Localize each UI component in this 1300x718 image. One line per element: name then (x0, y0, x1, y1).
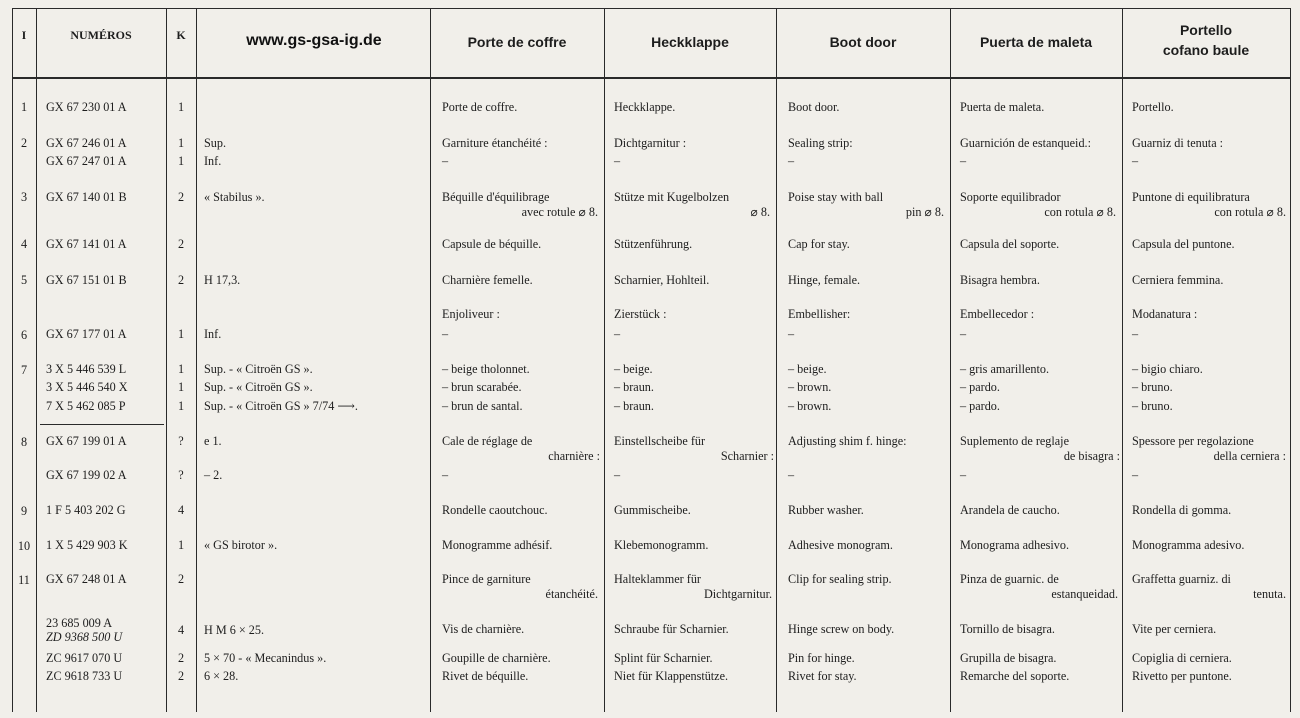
desc-en: – (788, 468, 795, 482)
desc-de: Scharnier, Hohlteil. (614, 273, 710, 287)
quantity: 1 (177, 362, 185, 376)
row-number: 11 (18, 573, 30, 587)
observation: Sup. (204, 136, 227, 150)
desc-it: Rivetto per puntone. (1132, 669, 1232, 683)
quantity: 2 (177, 237, 185, 251)
desc-it: Rondella di gomma. (1132, 503, 1232, 517)
part-number: GX 67 141 01 A (46, 237, 127, 251)
part-number: 23 685 009 A (46, 616, 113, 630)
desc-es: Capsula del soporte. (960, 237, 1060, 251)
desc-es: Remarche del soporte. (960, 669, 1070, 683)
column-divider (430, 8, 431, 712)
desc-en: Rubber washer. (788, 503, 864, 517)
desc-es-cont: de bisagra : (1063, 449, 1120, 463)
row-number: 10 (17, 539, 31, 553)
part-number: GX 67 199 02 A (46, 468, 127, 482)
desc-de: Stützenführung. (614, 237, 693, 251)
part-number: GX 67 140 01 B (46, 190, 127, 204)
desc-en: – (788, 154, 795, 168)
desc-de: Dichtgarnitur : (614, 136, 687, 150)
desc-de: Gummischeibe. (614, 503, 691, 517)
quantity: 1 (177, 538, 185, 552)
row-number: 6 (20, 328, 28, 342)
desc-it: – bruno. (1132, 380, 1173, 394)
part-number: GX 67 247 01 A (46, 154, 127, 168)
header-divider (12, 77, 1290, 79)
observation: Inf. (204, 154, 222, 168)
part-number: GX 67 246 01 A (46, 136, 127, 150)
quantity: 1 (177, 380, 185, 394)
desc-it-cont: tenuta. (1253, 587, 1286, 601)
desc-it: Monogramma adesivo. (1132, 538, 1245, 552)
column-divider (776, 8, 777, 712)
desc-fr: Porte de coffre. (442, 100, 518, 114)
desc-es: Monograma adhesivo. (960, 538, 1069, 552)
part-number: GX 67 248 01 A (46, 572, 127, 586)
desc-it: Puntone di equilibratura (1132, 190, 1250, 204)
header-italian-1: Portello (1179, 22, 1233, 38)
part-number: 1 X 5 429 903 K (46, 538, 128, 552)
part-number: ZC 9617 070 U (46, 651, 123, 665)
desc-en: Clip for sealing strip. (788, 572, 892, 586)
desc-de: – braun. (614, 399, 654, 413)
column-divider (604, 8, 605, 712)
desc-it: Guarniz di tenuta : (1132, 136, 1224, 150)
desc-fr: – beige tholonnet. (442, 362, 530, 376)
desc-it: Copiglia di cerniera. (1132, 651, 1232, 665)
desc-en: Boot door. (788, 100, 840, 114)
desc-de: – (614, 468, 621, 482)
desc-de-cont: Dichtgarnitur. (703, 587, 772, 601)
row-number: 4 (20, 237, 28, 251)
observation: H 17,3. (204, 273, 241, 287)
observation: « GS birotor ». (204, 538, 278, 552)
desc-es: – (960, 468, 967, 482)
desc-en: – (788, 327, 795, 341)
observation: H M 6 × 25. (204, 623, 265, 637)
desc-en: Adhesive monogram. (788, 538, 893, 552)
desc-de: – (614, 327, 621, 341)
desc-fr: Goupille de charnière. (442, 651, 551, 665)
observation: – 2. (204, 468, 223, 482)
desc-fr: Rondelle caoutchouc. (442, 503, 548, 517)
row-number: 2 (20, 136, 28, 150)
desc-es: Suplemento de reglaje (960, 434, 1069, 448)
desc-es-cont: con rotula ⌀ 8. (1044, 205, 1116, 219)
desc-es: – pardo. (960, 380, 1000, 394)
desc-fr: – (442, 154, 449, 168)
observation: « Stabilus ». (204, 190, 265, 204)
desc-en: – brown. (788, 399, 832, 413)
desc-es-cont: estanqueidad. (1051, 587, 1118, 601)
desc-fr: Vis de charnière. (442, 622, 525, 636)
part-number: GX 67 177 01 A (46, 327, 127, 341)
desc-de: – beige. (614, 362, 653, 376)
desc-fr: Garniture étanchéité : (442, 136, 548, 150)
quantity: 4 (177, 503, 185, 517)
desc-de: Halteklammer für (614, 572, 701, 586)
observation: 6 × 28. (204, 669, 239, 683)
desc-en-cont: pin ⌀ 8. (905, 205, 944, 219)
desc-de: – (614, 154, 621, 168)
column-divider (36, 8, 37, 712)
desc-fr: – brun scarabée. (442, 380, 522, 394)
table-top-border (12, 8, 1290, 9)
desc-en: Poise stay with ball (788, 190, 884, 204)
quantity: 1 (177, 399, 185, 413)
desc-it-cont: della cerniera : (1213, 449, 1286, 463)
desc-fr: Charnière femelle. (442, 273, 533, 287)
table-border-right (1290, 8, 1291, 712)
desc-it: Graffetta guarniz. di (1132, 572, 1231, 586)
quantity: 1 (177, 154, 185, 168)
observation: Sup. - « Citroën GS ». (204, 380, 313, 394)
desc-fr-cont: avec rotule ⌀ 8. (521, 205, 598, 219)
desc-es: – (960, 154, 967, 168)
observation: e 1. (204, 434, 222, 448)
desc-de-cont: Scharnier : (720, 449, 774, 463)
quantity: 2 (177, 273, 185, 287)
column-divider (196, 8, 197, 712)
desc-de: Heckklappe. (614, 100, 676, 114)
desc-it: – (1132, 154, 1139, 168)
header-english: Boot door (829, 34, 897, 50)
desc-de: Niet für Klappenstütze. (614, 669, 729, 683)
desc-en: Cap for stay. (788, 237, 850, 251)
part-number-alt: ZD 9368 500 U (46, 630, 123, 644)
quantity: 4 (177, 623, 185, 637)
desc-es: – gris amarillento. (960, 362, 1050, 376)
desc-fr: Monogramme adhésif. (442, 538, 553, 552)
desc-es: Arandela de caucho. (960, 503, 1060, 517)
desc-it: Cerniera femmina. (1132, 273, 1224, 287)
desc-fr: – (442, 327, 449, 341)
quantity: 1 (177, 136, 185, 150)
part-number: GX 67 230 01 A (46, 100, 127, 114)
row-number: 7 (20, 363, 28, 377)
desc-en: – beige. (788, 362, 827, 376)
desc-it: – bigio chiaro. (1132, 362, 1203, 376)
quantity: 2 (177, 190, 185, 204)
desc-de: Klebemonogramm. (614, 538, 709, 552)
header-numeros: NUMÉROS (70, 28, 132, 42)
observation: Inf. (204, 327, 222, 341)
part-number: ZC 9618 733 U (46, 669, 123, 683)
desc-es: Soporte equilibrador (960, 190, 1061, 204)
desc-en: Sealing strip: (788, 136, 853, 150)
desc-fr: Cale de réglage de (442, 434, 533, 448)
desc-es: – (960, 327, 967, 341)
part-number: 3 X 5 446 539 L (46, 362, 127, 376)
desc-en: – brown. (788, 380, 832, 394)
quantity: 1 (177, 100, 185, 114)
row-number: 3 (20, 190, 28, 204)
desc-it: – bruno. (1132, 399, 1173, 413)
part-number: 1 F 5 403 202 G (46, 503, 126, 517)
desc-it: Modanatura : (1132, 307, 1198, 321)
quantity: 1 (177, 327, 185, 341)
part-number: GX 67 151 01 B (46, 273, 127, 287)
part-number: 3 X 5 446 540 X (46, 380, 128, 394)
desc-en: Pin for hinge. (788, 651, 855, 665)
row-underline (40, 424, 164, 425)
desc-it: – (1132, 327, 1139, 341)
row-number: 5 (20, 273, 28, 287)
quantity: ? (178, 434, 184, 448)
desc-en: Rivet for stay. (788, 669, 857, 683)
observation: Sup. - « Citroën GS ». (204, 362, 313, 376)
part-number: 7 X 5 462 085 P (46, 399, 126, 413)
desc-fr-cont: étanchéité. (545, 587, 598, 601)
desc-fr: – (442, 468, 449, 482)
desc-it: – (1132, 468, 1139, 482)
site-watermark: www.gs-gsa-ig.de (246, 32, 382, 49)
desc-es: Grupilla de bisagra. (960, 651, 1057, 665)
desc-es: Embellecedor : (960, 307, 1035, 321)
quantity: 2 (177, 669, 185, 683)
desc-de: Stütze mit Kugelbolzen (614, 190, 730, 204)
desc-en: Adjusting shim f. hinge: (788, 434, 907, 448)
header-k: K (176, 28, 186, 42)
part-number: GX 67 199 01 A (46, 434, 127, 448)
desc-de: – braun. (614, 380, 654, 394)
desc-fr: Enjoliveur : (442, 307, 500, 321)
desc-es: Tornillo de bisagra. (960, 622, 1055, 636)
desc-it: Vite per cerniera. (1132, 622, 1217, 636)
desc-es: Pinza de guarnic. de (960, 572, 1059, 586)
header-spanish: Puerta de maleta (979, 34, 1093, 50)
desc-de: Zierstück : (614, 307, 667, 321)
desc-es: – pardo. (960, 399, 1000, 413)
quantity: ? (178, 468, 184, 482)
desc-en: Hinge screw on body. (788, 622, 895, 636)
header-french: Porte de coffre (467, 34, 567, 50)
desc-fr: Pince de garniture (442, 572, 531, 586)
desc-it: Capsula del puntone. (1132, 237, 1235, 251)
desc-de-cont: ⌀ 8. (750, 205, 770, 219)
desc-it: Portello. (1132, 100, 1174, 114)
desc-es: Guarnición de estanqueid.: (960, 136, 1091, 150)
desc-it: Spessore per regolazione (1132, 434, 1254, 448)
desc-de: Einstellscheibe für (614, 434, 706, 448)
desc-fr: Capsule de béquille. (442, 237, 542, 251)
quantity: 2 (177, 651, 185, 665)
row-number: 8 (20, 435, 28, 449)
quantity: 2 (177, 572, 185, 586)
desc-de: Schraube für Scharnier. (614, 622, 729, 636)
desc-fr: – brun de santal. (442, 399, 523, 413)
row-number: 1 (20, 100, 28, 114)
desc-fr: Rivet de béquille. (442, 669, 529, 683)
desc-en: Hinge, female. (788, 273, 861, 287)
observation: 5 × 70 - « Mecanindus ». (204, 651, 327, 665)
desc-es: Puerta de maleta. (960, 100, 1045, 114)
desc-it-cont: con rotula ⌀ 8. (1214, 205, 1286, 219)
observation: Sup. - « Citroën GS » 7/74 ⟶. (204, 399, 358, 413)
header-german: Heckklappe (651, 34, 729, 50)
row-number: 9 (20, 504, 28, 518)
desc-es: Bisagra hembra. (960, 273, 1040, 287)
column-divider (1122, 8, 1123, 712)
desc-fr-cont: charnière : (548, 449, 600, 463)
header-index: I (21, 28, 27, 42)
desc-en: Embellisher: (788, 307, 851, 321)
column-divider (950, 8, 951, 712)
desc-de: Splint für Scharnier. (614, 651, 713, 665)
desc-fr: Béquille d'équilibrage (442, 190, 550, 204)
header-italian-2: cofano baule (1162, 42, 1250, 58)
